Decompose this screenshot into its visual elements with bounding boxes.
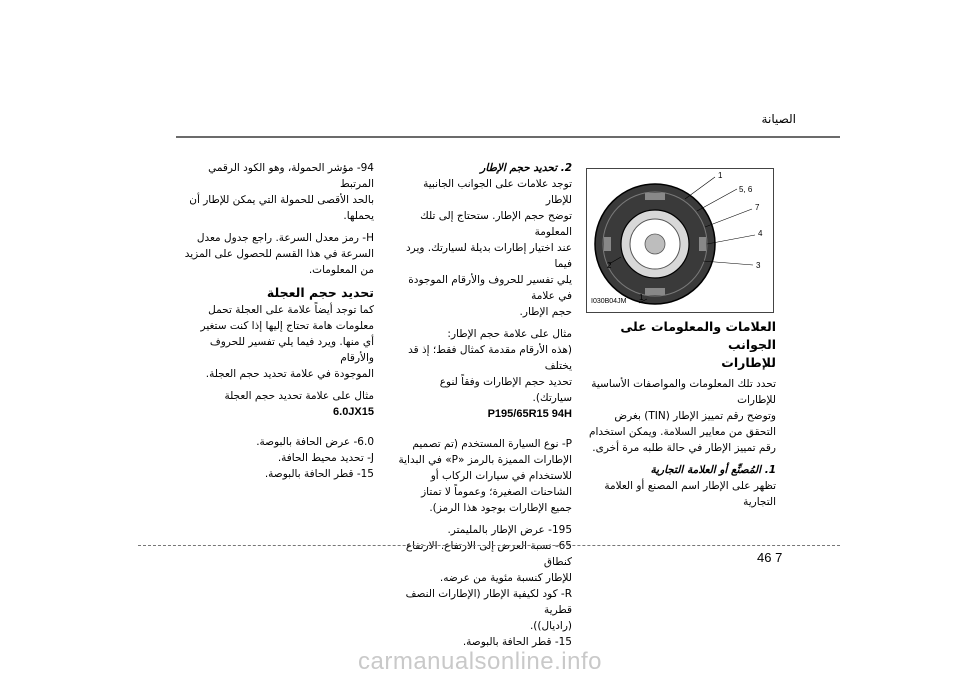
item-6-0: 6.0- عرض الحافة بالبوصة.	[256, 436, 374, 448]
item-r: R- كود لكيفية الإطار (الإطارات النصف قطرية (راديال)).	[405, 588, 572, 632]
callout-2: 2	[607, 261, 612, 270]
callout-3: 3	[756, 261, 761, 270]
tire-figure	[586, 168, 774, 313]
callout-4: 4	[758, 229, 763, 238]
tire-size-code: P195/65R15 94H	[487, 408, 572, 420]
sidewall-body: تحدد تلك المعلومات والمواصفات الأساسية للإطارات وتوضح رقم تمييز الإطار (TIN) بغرض التحقق من معايير السلامة. ويمكن استخدام رقم تمييز الإطار في حالة طلبه مرة أخرى.	[589, 378, 776, 454]
watermark: carmanualsonline.info	[358, 648, 602, 675]
item-15-wheel: 15- قطر الحافة بالبوصة.	[264, 468, 374, 480]
tire-example-note: (هذه الأرقام مقدمة كمثال فقط؛ إذ قد يختلف تحديد حجم الإطارات وفقاً لنوع سيارتك).	[408, 344, 572, 404]
tire-size-intro: توجد علامات على الجوانب الجانبية للإطار توضح حجم الإطار. ستحتاج إلى تلك المعلومة عند اختيار إطارات بديلة لسيارتك. ويرد فيما يلي تفسير للحروف والأرقام الموجودة في علامة حجم الإطار.	[405, 178, 572, 318]
callout-5-6: 5, 6	[739, 185, 753, 194]
section-title: الصيانة	[761, 112, 796, 126]
item-h: H- رمز معدل السرعة. راجع جدول معدل السرعة في هذا القسم للحصول على المزيد من المعلومات.	[184, 232, 374, 276]
footer-divider	[138, 545, 840, 546]
wheel-size-code: 6.0JX15	[333, 406, 374, 418]
tire-example-intro: مثال على علامة حجم الإطار:	[447, 328, 572, 340]
page-number: 46 7	[757, 550, 783, 565]
item-15-tire: 15- قطر الحافة بالبوصة.	[462, 636, 572, 648]
left-column	[178, 160, 374, 482]
callout-1-bottom: 1	[639, 293, 644, 302]
item-195: 195- عرض الإطار بالمليمتر.	[447, 524, 572, 536]
wheel-size-heading: تحديد حجم العجلة	[266, 285, 374, 300]
tire-size-subhead: 2. تحديد حجم الإطار	[480, 162, 572, 174]
sidewall-heading: العلامات والمعلومات على الجوانب للإطارات	[620, 319, 776, 370]
wheel-size-body: كما توجد أيضاً علامة على العجلة تحمل معلومات هامة تحتاج إليها إذا كنت ستغير أي منها. ويرد فيما يلي تفسير للحروف والأرقام الموجودة في علامة تحديد حجم العجلة.	[200, 304, 374, 380]
header-divider	[176, 136, 840, 138]
figure-caption: I030B04JM	[591, 298, 627, 305]
manufacturer-body: تظهر على الإطار اسم المصنع أو العلامة التجارية	[604, 480, 776, 508]
item-j: J- تحديد محيط الحافة.	[277, 452, 374, 464]
callout-1: 1	[718, 171, 723, 180]
item-65: 65- نسبة العرض إلى الارتفاع. الارتفاع كنطاق للإطار كنسبة مئوية من عرضه.	[405, 540, 572, 584]
middle-column	[398, 160, 572, 650]
item-94: 94- مؤشر الحمولة، وهو الكود الرقمي المرتبط بالحد الأقصى للحمولة التي يمكن للإطار أن يحملها.	[189, 162, 374, 222]
wheel-example-intro: مثال على علامة تحديد حجم العجلة	[224, 390, 374, 402]
item-p: P- نوع السيارة المستخدم (تم تصميم الإطارات المميزة بالرمز «P» في البداية للاستخدام في سيارات الركاب أو الشاحنات الصغيرة؛ وعموماً لا تمتاز جميع الإطارات بوجود هذا الرمز).	[398, 438, 572, 514]
manufacturer-subhead: 1. المُصنِّع أو العلامة التجارية	[650, 464, 776, 476]
right-column	[586, 318, 776, 516]
callout-7: 7	[755, 203, 760, 212]
